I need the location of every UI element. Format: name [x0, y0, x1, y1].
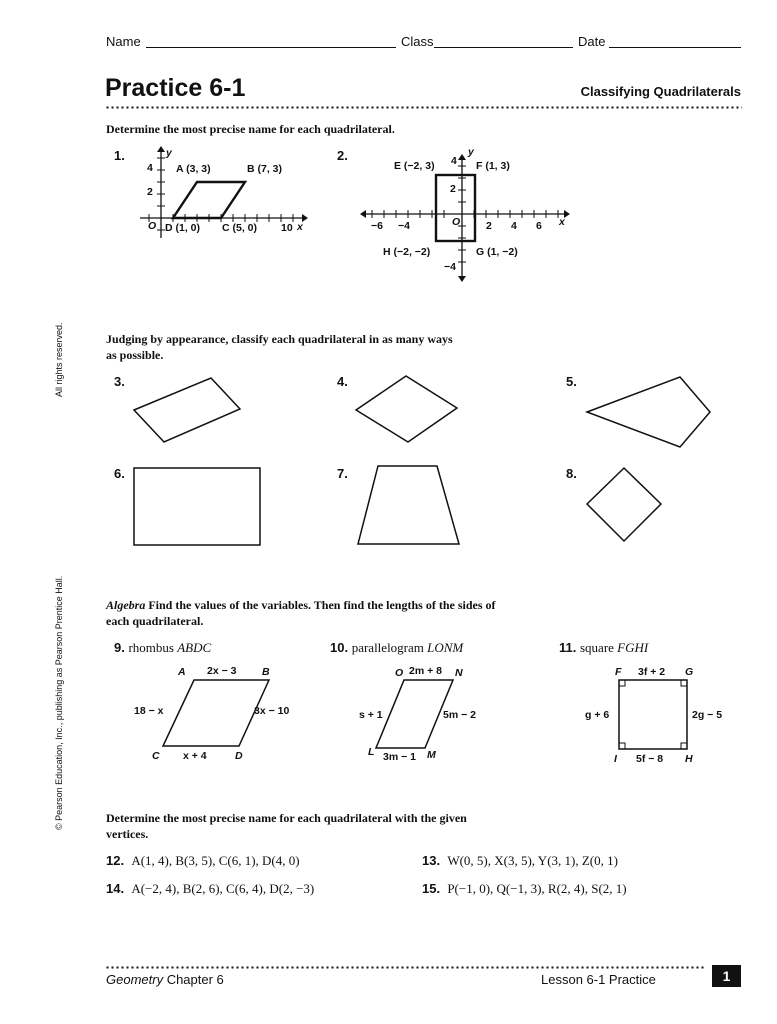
p10-vertex-M: M [427, 749, 436, 761]
p11-vertex-F: F [615, 666, 622, 678]
copyright-note: © Pearson Education, Inc., publishing as Pearson Prentice Hall. [54, 575, 64, 830]
page-subtitle: Classifying Quadrilaterals [580, 84, 741, 99]
problem-6-number: 6. [114, 466, 125, 481]
p11-side-top: 3f + 2 [638, 666, 666, 678]
p2-y-tick-2: 2 [450, 183, 456, 195]
p1-tick-2: 2 [147, 186, 153, 198]
p1-label-C: C (5, 0) [222, 222, 258, 234]
p9-vertex-B: B [262, 666, 270, 678]
section1-instruction: Determine the most precise name for each quadrilateral. [106, 122, 395, 136]
problem-10-number: 10. [330, 640, 349, 655]
p2-x-tick-6: 6 [536, 220, 542, 232]
rights-note: All rights reserved. [54, 322, 64, 397]
p1-label-A: A (3, 3) [176, 163, 211, 175]
p9-side-bottom: x + 4 [183, 750, 207, 762]
problem-10-shape-name: LONM [427, 640, 464, 655]
p10-side-right: 5m − 2 [443, 709, 476, 721]
section2-instruction-line1: Judging by appearance, classify each quadrilateral in as many ways [106, 332, 453, 346]
p11-side-right: 2g − 5 [692, 709, 723, 721]
p2-label-G: G (1, −2) [476, 246, 518, 258]
p10-vertex-O: O [395, 667, 404, 679]
p1-label-D: D (1, 0) [165, 222, 201, 234]
problem-13 [422, 853, 618, 869]
problem-10-text: parallelogram [351, 640, 428, 655]
p2-x-tick-4: 4 [511, 220, 517, 232]
problem-14-text: A(−2, 4), B(2, 6), C(6, 4), D(2, −3) [131, 881, 315, 896]
algebra-label: Algebra [106, 598, 146, 612]
p2-y-tick-neg4: −4 [444, 261, 456, 273]
problem-11-shape-name: FGHI [617, 640, 649, 655]
problem-13-text: W(0, 5), X(3, 5), Y(3, 1), Z(0, 1) [447, 853, 618, 868]
p10-side-top: 2m + 8 [409, 665, 442, 677]
problem-9-shape-name: ABDC [177, 640, 212, 655]
problem-5-number: 5. [566, 374, 577, 389]
footer-book-title: Geometry [106, 972, 164, 987]
p2-origin-label: O [452, 216, 461, 228]
p11-vertex-G: G [685, 666, 694, 678]
p9-side-right: 3x − 10 [254, 705, 290, 717]
p10-vertex-N: N [455, 667, 463, 679]
p2-x-tick-neg4: −4 [398, 220, 410, 232]
p10-side-left: s + 1 [359, 709, 383, 721]
p1-label-B: B (7, 3) [247, 163, 283, 175]
p1-tick-4: 4 [147, 162, 153, 174]
p2-label-E: E (−2, 3) [394, 160, 435, 172]
p2-label-F: F (1, 3) [476, 160, 510, 172]
p11-vertex-H: H [685, 753, 693, 765]
p10-vertex-L: L [368, 746, 375, 758]
problem-7-number: 7. [337, 466, 348, 481]
problem-9-text: rhombus [128, 640, 178, 655]
p2-y-label: y [468, 146, 474, 158]
problem-2-number: 2. [337, 148, 348, 163]
p1-tick-10: 10 [281, 222, 293, 234]
date-label: Date [578, 34, 606, 49]
problem-11-text: square [579, 640, 618, 655]
section3-instruction-text: Find the values of the variables. Then find the lengths of the sides of [145, 598, 496, 612]
page-number: 1 [712, 965, 741, 987]
problem-14-number: 14. [106, 881, 125, 896]
p11-right-angle-marks [619, 680, 687, 749]
problem-8-number: 8. [566, 466, 577, 481]
footer-chapter: Chapter 6 [163, 972, 224, 987]
p10-side-bottom: 3m − 1 [383, 751, 416, 763]
p11-vertex-I: I [614, 753, 617, 765]
class-label: Class [401, 34, 434, 49]
footer-book [106, 972, 224, 987]
problem-13-number: 13. [422, 853, 441, 868]
problem-15-text: P(−1, 0), Q(−1, 3), R(2, 4), S(2, 1) [447, 881, 627, 896]
p2-y-tick-4: 4 [451, 155, 457, 167]
p9-vertex-C: C [152, 750, 160, 762]
problem-14 [106, 881, 314, 897]
footer-divider [105, 966, 705, 969]
p9-side-left: 18 − x [134, 705, 164, 717]
problem-9-number: 9. [114, 640, 125, 655]
p11-square [619, 680, 687, 749]
section4-instruction-line2: vertices. [106, 827, 149, 841]
footer-lesson: Lesson 6-1 Practice [541, 972, 656, 987]
problem-3-number: 3. [114, 374, 125, 389]
problem-15-number: 15. [422, 881, 441, 896]
problem-12-text: A(1, 4), B(3, 5), C(6, 1), D(4, 0) [131, 853, 300, 868]
p1-x-label: x [297, 221, 303, 233]
page-title: Practice 6-1 [105, 74, 246, 102]
problem-12 [106, 853, 300, 869]
p9-vertex-D: D [235, 750, 243, 762]
section4-instruction-line1: Determine the most precise name for each quadrilateral with the given [106, 811, 467, 825]
p1-origin-label: O [148, 220, 157, 232]
problem-11-number: 11. [559, 640, 577, 655]
problem-4-number: 4. [337, 374, 348, 389]
section2-instruction-line2: as possible. [106, 348, 164, 362]
p11-side-left: g + 6 [585, 709, 610, 721]
p2-label-H: H (−2, −2) [383, 246, 431, 258]
p2-x-tick-neg6: −6 [371, 220, 383, 232]
problem-12-number: 12. [106, 853, 125, 868]
problem-1-number: 1. [114, 148, 125, 163]
p2-x-tick-2: 2 [486, 220, 492, 232]
name-label: Name [106, 34, 141, 49]
p11-side-bottom: 5f − 8 [636, 753, 664, 765]
p2-x-label: x [559, 216, 565, 228]
p1-y-label: y [166, 147, 172, 159]
p9-side-top: 2x − 3 [207, 665, 237, 677]
p9-vertex-A: A [178, 666, 186, 678]
section3-instruction-line2: each quadrilateral. [106, 614, 204, 628]
problem-15 [422, 881, 627, 897]
